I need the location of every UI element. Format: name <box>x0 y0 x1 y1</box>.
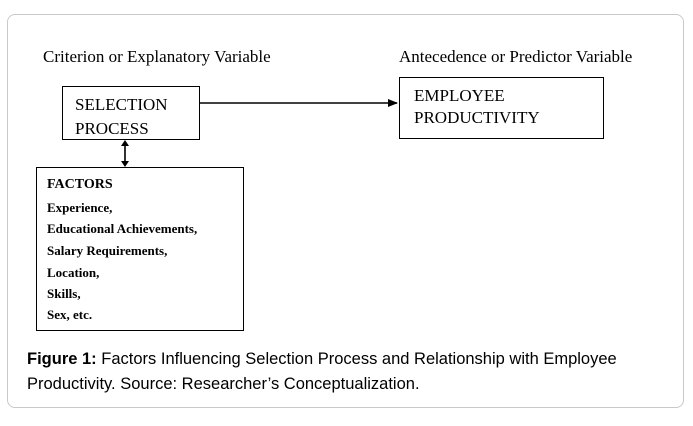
factor-item: Experience, <box>47 200 113 215</box>
double-arrow-top-head <box>121 140 129 146</box>
figure-caption <box>27 347 677 397</box>
figure-caption-text: Factors Influencing Selection Process and Relationship with Employee Productivity. Source: Researcher’s Conceptualization. <box>27 350 617 393</box>
factor-item: Skills, <box>47 286 81 301</box>
figure-caption-label: Figure 1: <box>27 350 97 368</box>
selection-process-line1: SELECTION <box>75 95 168 114</box>
left-heading: Criterion or Explanatory Variable <box>43 47 271 66</box>
employee-productivity-line2: PRODUCTIVITY <box>414 108 540 127</box>
right-heading: Antecedence or Predictor Variable <box>399 47 633 66</box>
employee-productivity-line1: EMPLOYEE <box>414 86 505 105</box>
factors-title: FACTORS <box>47 177 113 192</box>
factor-item: Location, <box>47 265 100 280</box>
double-arrow-bottom-head <box>121 161 129 167</box>
selection-process-line2: PROCESS <box>75 119 149 138</box>
factor-item: Educational Achievements, <box>47 221 198 236</box>
factor-item: Salary Requirements, <box>47 243 168 258</box>
factor-item: Sex, etc. <box>47 307 93 322</box>
